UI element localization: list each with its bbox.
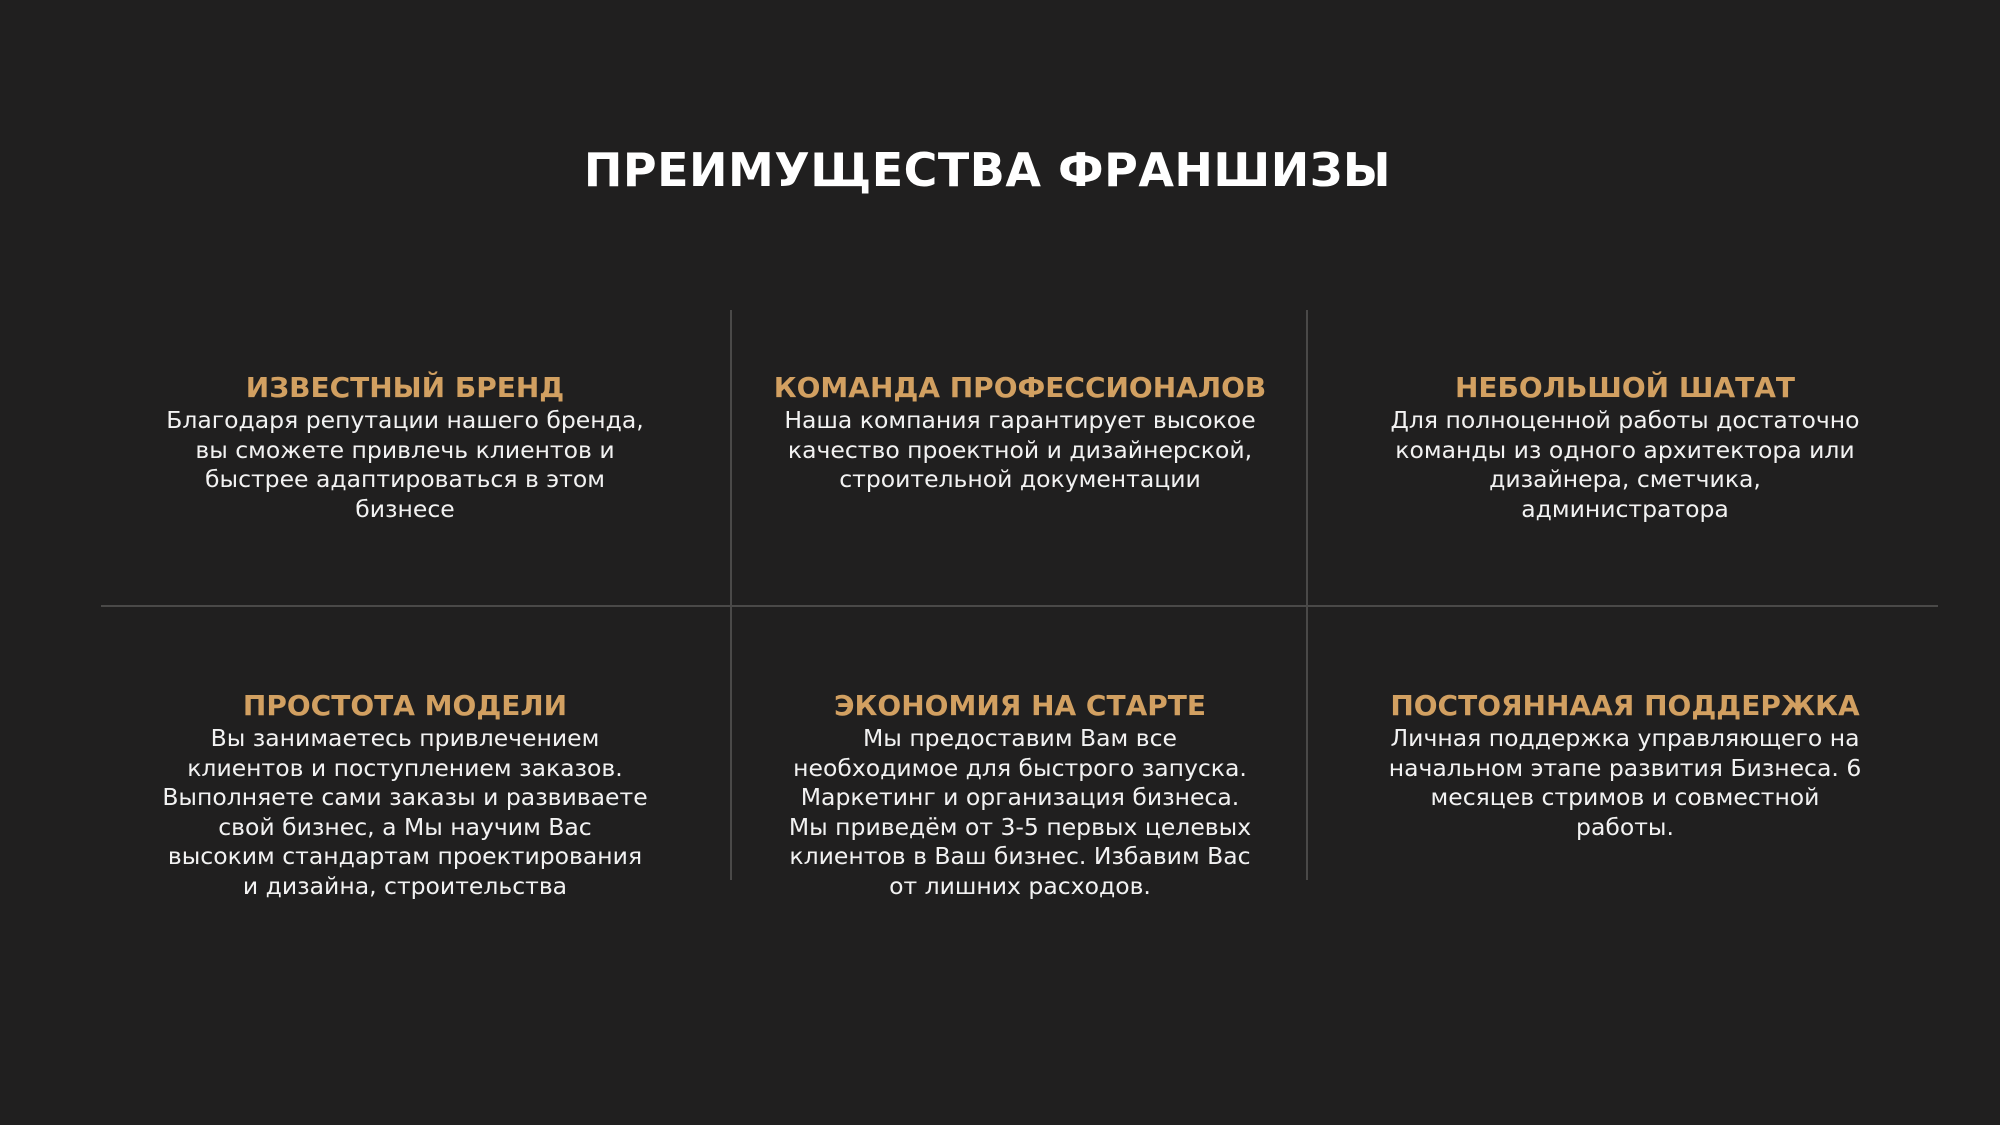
horizontal-divider	[101, 605, 1938, 607]
card-title: ИЗВЕСТНЫЙ БРЕНД	[245, 371, 565, 404]
slide-title: ПРЕИМУЩЕСТВА ФРАНШИЗЫ	[583, 143, 1392, 197]
card-title: ПРОСТОТА МОДЕЛИ	[242, 689, 568, 722]
card-title: КОМАНДА ПРОФЕССИОНАЛОВ	[773, 371, 1267, 404]
card-simple-model	[115, 688, 695, 901]
card-title: ЭКОНОМИЯ НА СТАРТЕ	[834, 689, 1206, 722]
card-title: НЕБОЛЬШОЙ ШАТАТ	[1454, 371, 1795, 404]
card-known-brand	[115, 370, 695, 524]
card-startup-savings	[730, 688, 1310, 901]
card-text: Личная поддержка управляющего на начальном этапе развития Бизнеса. 6 месяцев стримов и совместной работы.	[1388, 724, 1862, 841]
card-text: Наша компания гарантирует высокое качество проектной и дизайнерской, строительной документации	[784, 406, 1256, 493]
card-text: Благодаря репутации нашего бренда, вы сможете привлечь клиентов и быстрее адаптироваться в этом бизнесе	[166, 406, 644, 523]
card-title: ПОСТОЯННААЯ ПОДДЕРЖКА	[1390, 689, 1860, 722]
card-text: Вы занимаетесь привлечением клиентов и поступлением заказов. Выполняете сами заказы и развиваете свой бизнес, а Мы научим Вас высоким стандартам проектирования и дизайна, строительства	[162, 724, 648, 900]
card-text: Для полноценной работы достаточно команды из одного архитектора или дизайнера, сметчика, администратора	[1390, 406, 1860, 523]
card-text: Мы предоставим Вам все необходимое для быстрого запуска. Маркетинг и организация бизнеса. Мы приведём от 3-5 первых целевых клиентов в Ваш бизнес. Избавим Вас от лишних расходов.	[788, 724, 1252, 900]
card-ongoing-support	[1335, 688, 1915, 842]
card-small-staff	[1335, 370, 1915, 524]
card-professional-team	[730, 370, 1310, 495]
